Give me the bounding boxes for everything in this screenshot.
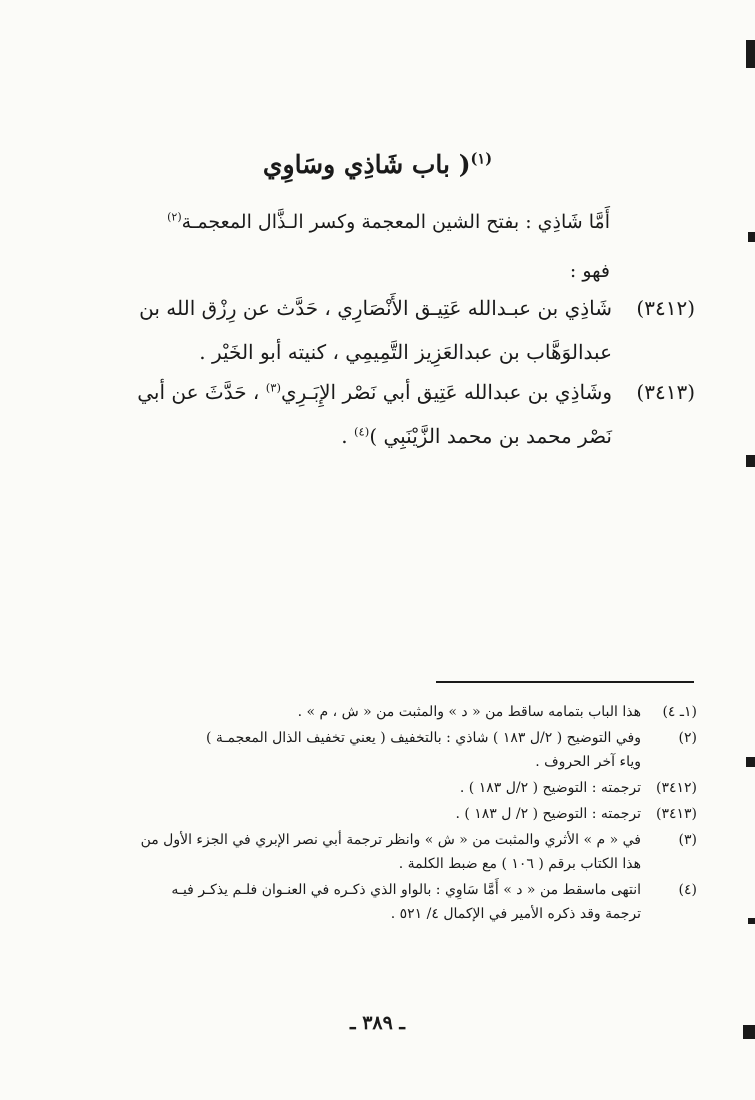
- footnote-line: ترجمته : التوضيح ( ٢/ل ١٨٣ ) .: [459, 780, 641, 796]
- entry-line: [138, 370, 612, 414]
- footnote-line: هذا الباب بتمامه ساقط من « د » والمثبت من « ش ، م » .: [297, 704, 641, 720]
- footnote-line: وفي التوضيح ( ٢/ل ١٨٣ ) شاذي : بالتخفيف ( يعني تخفيف الذال المعجمـة ): [205, 730, 641, 746]
- footnote-label: (٢): [678, 730, 697, 746]
- footnote-text: [100, 802, 641, 826]
- entry-footnote-ref: (٣): [265, 380, 282, 395]
- scan-edge-mark: [748, 918, 755, 924]
- title-footnote-ref: (١): [470, 150, 493, 168]
- chapter-title: $^{(١)}$( باب شَاذِي وسَاوِي: [262, 150, 493, 179]
- scan-edge-mark: [746, 455, 755, 467]
- footnote-line: وياء آخر الحروف .: [535, 754, 641, 770]
- entry-footnote-ref: (٤): [354, 424, 370, 439]
- entry-line-text: وشَاذِي بن عبدالله عَتِيق أبي نَصْر الإِبَـرِي: [281, 380, 612, 404]
- chapter-title-text: باب شَاذِي وسَاوِي: [262, 150, 450, 179]
- footnote-divider: [436, 681, 694, 683]
- entry-line: شَاذِي بن عبـدالله عَتِيـق الأَنْصَارِي ، حَدَّث عن رِزْق الله بن: [139, 296, 612, 320]
- entry-line: [138, 414, 612, 458]
- page-number: ـ ٣٨٩ ـ: [350, 1012, 405, 1034]
- biography-entry: [138, 286, 695, 374]
- footnote-line: ترجمة وقد ذكره الأمير في الإكمال ٤/ ٥٢١ .: [390, 906, 641, 922]
- footnote-text: [100, 878, 641, 926]
- intro-text: أَمَّا شَاذِي : بفتح الشين المعجمة وكسر الـذَّال المعجمـة: [181, 211, 610, 233]
- intro-footnote-ref: (٢): [167, 210, 182, 224]
- entry-line-text: ، حَدَّثَ عن أبي: [137, 380, 266, 404]
- footnote-label: (٣٤١٣): [655, 806, 697, 822]
- footnote-text: [100, 776, 641, 800]
- entry-text: [138, 370, 612, 458]
- footnote-line: انتهى ماسقط من « د » أَمَّا سَاوِي : بالواو الذي ذكـره في العنـوان فلـم يذكـر فيـه: [171, 882, 641, 898]
- entry-text: [138, 286, 612, 374]
- footnote-line: ترجمته : التوضيح ( ٢/ ل ١٨٣ ) .: [455, 806, 641, 822]
- footnote-label: (٤): [678, 882, 697, 898]
- footnote: [100, 726, 697, 774]
- footnote: [100, 802, 697, 826]
- footnote-line: هذا الكتاب برقم ( ١٠٦ ) مع ضبط الكلمة .: [398, 856, 641, 872]
- entry-line-text: نَصْر محمد بن محمد الزَّيْنَبِي ): [369, 424, 612, 448]
- footnote-line: في « م » الأثري والمثبت من « ش » وانظر ترجمة أبي نصر الإبري في الجزء الأول من: [140, 832, 641, 848]
- scan-edge-mark: [746, 757, 755, 767]
- entry-line-text: .: [341, 424, 355, 448]
- footnote-label: (٣): [678, 832, 697, 848]
- footnote-text: [100, 726, 641, 774]
- footnotes-section: [100, 700, 697, 928]
- footnote: [100, 700, 697, 724]
- entry-number: (٣٤١٣): [636, 380, 695, 404]
- intro-line: [120, 257, 610, 285]
- intro-text: فهو :: [569, 260, 610, 282]
- footnote-text: [100, 828, 641, 876]
- entry-line: عبدالوَهَّاب بن عبدالعَزِيز التَّمِيمِي ، كنيته أبو الخَيْر .: [199, 340, 612, 364]
- footnote: [100, 878, 697, 926]
- footnote-label: (٣٤١٢): [655, 780, 697, 796]
- footnote-text: [100, 700, 641, 724]
- footnote: [100, 776, 697, 800]
- scan-edge-mark: [746, 40, 755, 68]
- footnote: [100, 828, 697, 876]
- entry-number: (٣٤١٢): [636, 296, 695, 320]
- scan-edge-mark: [748, 232, 755, 242]
- footnote-label: (١ـ ٤): [662, 704, 697, 720]
- intro-line: [120, 208, 610, 236]
- biography-entry: [138, 370, 695, 458]
